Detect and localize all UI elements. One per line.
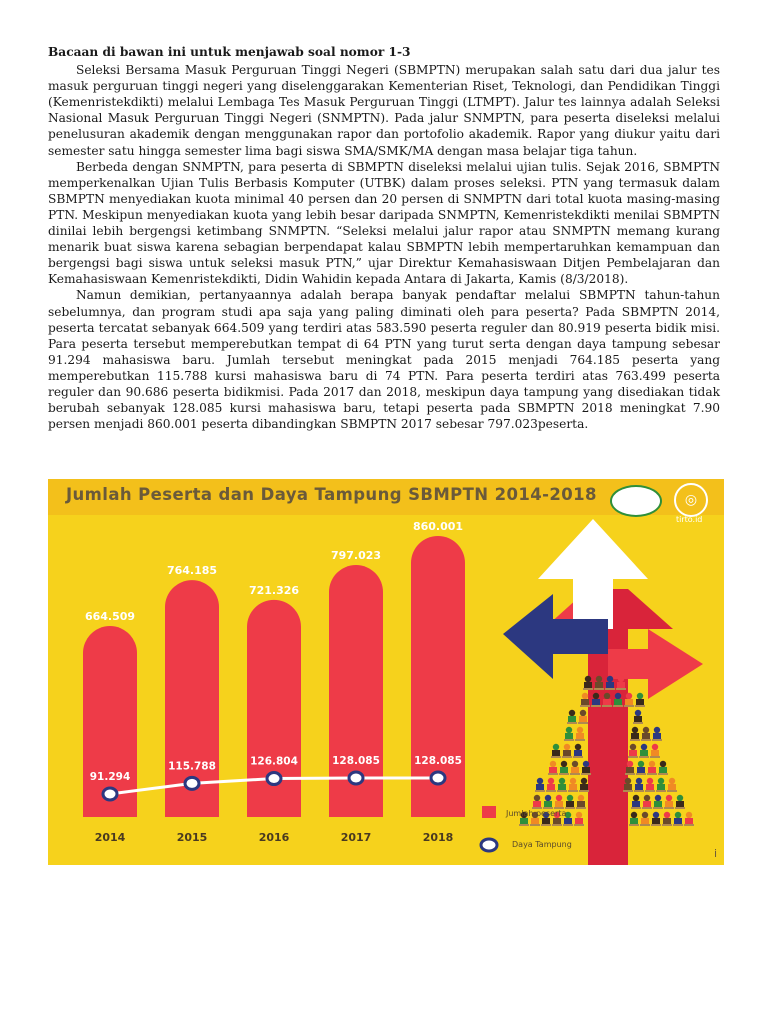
x-tick-2018: 2018 [422,831,454,844]
tirto-logo-icon: ◎ [674,483,708,517]
tirto-logo-text: tirto.id [676,515,703,524]
legend-label-peserta: Jumlah peserta [506,809,567,818]
infographic-title: Jumlah Peserta dan Daya Tampung SBMPTN 2014-2018 [66,485,597,504]
x-tick-2014: 2014 [94,831,126,844]
bar-label-2017: 797.023 [330,549,382,563]
x-tick-2015: 2015 [176,831,208,844]
x-tick-2017: 2017 [340,831,372,844]
paragraph-2: Berbeda dengan SNMPTN, para peserta di SBMPTN diseleksi melalui ujian tulis. Sejak 2016, SBMPTN memperkenalkan Ujian Tulis Berbasis Komputer (UTBK) dalam proses seleksi. PTN yang termasuk dalam SBMPTN menyediakan kuota minimal 40 persen dan 20 persen di SNMPTN dari total kuota masing-masing PTN. Meskipun menyediakan kuota yang lebih besar daripada SNMPTN, Kemenristekdikti menilai SBMPTN dinilai lebih bergengsi ketimbang SNMPTN. “Seleksi melalui jalur rapor atau SNMPTN memang kurang menarik buat siswa karena sebagian berpendapat kalau SBMPTN lebih mempertaruhkan kemampuan dan bergengsi bagi siswa untuk seleksi masuk PTN,” ujar Direktur Kemahasiswaan Ditjen Pembelajaran dan Kemahasiswaan Kemenristekdikti, Didin Wahidin kepada Antara di Jakarta, Kamis (8/3/2018). [48,159,720,287]
passage-heading: Bacaan di bawan ini untuk menjawab soal nomor 1-3 [48,45,411,59]
reading-passage [48,44,720,432]
line-marker-2018 [431,772,445,784]
bar-label-2016: 721.326 [248,583,300,597]
x-tick-2016: 2016 [258,831,290,844]
infographic [48,479,724,865]
info-icon: i [714,847,718,860]
legend-swatch-peserta [482,806,496,818]
bar-label-2014: 664.509 [84,610,136,624]
legend-swatch-daya-tampung [481,839,497,851]
line-label-2014: 91.294 [89,771,131,783]
line-label-2016: 126.804 [250,755,298,768]
line-marker-2015 [185,777,199,789]
chart-canvas [48,479,724,865]
paragraph-3: Namun demikian, pertanyaannya adalah berapa banyak pendaftar melalui SBMPTN tahun-tahun sebelumnya, dan program studi apa saja yang paling diminati oleh para peserta? Pada SBMPTN 2014, peserta tercatat sebanyak 664.509 yang terdiri atas 583.590 peserta reguler dan 80.919 peserta bidik misi. Para peserta tersebut memperebutkan tempat di 64 PTN yang turut serta dengan daya tampung sebesar 91.294 mahasiswa baru. Jumlah tersebut meningkat pada 2015 menjadi 764.185 peserta yang memperebutkan 115.788 kursi mahasiswa baru di 74 PTN. Para peserta terdiri atas 763.499 peserta reguler dan 90.686 peserta bidikmisi. Pada 2017 dan 2018, meskipun daya tampung yang disediakan tidak berubah sebanyak 128.085 kursi mahasiswa baru, tetapi peserta pada SBMPTN 2018 meningkat 7.90 persen menjadi 860.001 peserta dibandingkan SBMPTN 2017 sebesar 797.023peserta. [48,288,720,432]
legend-label-daya-tampung: Daya Tampung [512,840,572,849]
line-label-2015: 115.788 [168,760,216,773]
paragraph-1: Seleksi Bersama Masuk Perguruan Tinggi Negeri (SBMPTN) merupakan salah satu dari dua jalur tes masuk perguruan tinggi negeri yang diselenggarakan Kementerian Riset, Teknologi, dan Pendidikan Tinggi (Kemenristekdikti) melalui Lembaga Tes Masuk Perguruan Tinggi (LTMPT). Jalur tes lainnya adalah Seleksi Nasional Masuk Perguruan Tinggi Negeri (SNMPTN). Pada jalur SNMPTN, para peserta diseleksi melalui penelusuran akademik dengan menggunakan rapor dan portofolio akademik. Rapor yang diukur yaitu dari semester satu hingga semester lima bagi siswa SMA/SMK/MA dengan masa belajar tiga tahun. [48,63,720,158]
line-label-2017: 128.085 [332,755,380,767]
line-label-2018: 128.085 [414,755,462,767]
bar-label-2018: 860.001 [412,520,464,533]
line-marker-2014 [103,788,117,800]
line-marker-2017 [349,772,363,784]
bar-label-2015: 764.185 [166,564,218,578]
line-marker-2016 [267,773,281,785]
